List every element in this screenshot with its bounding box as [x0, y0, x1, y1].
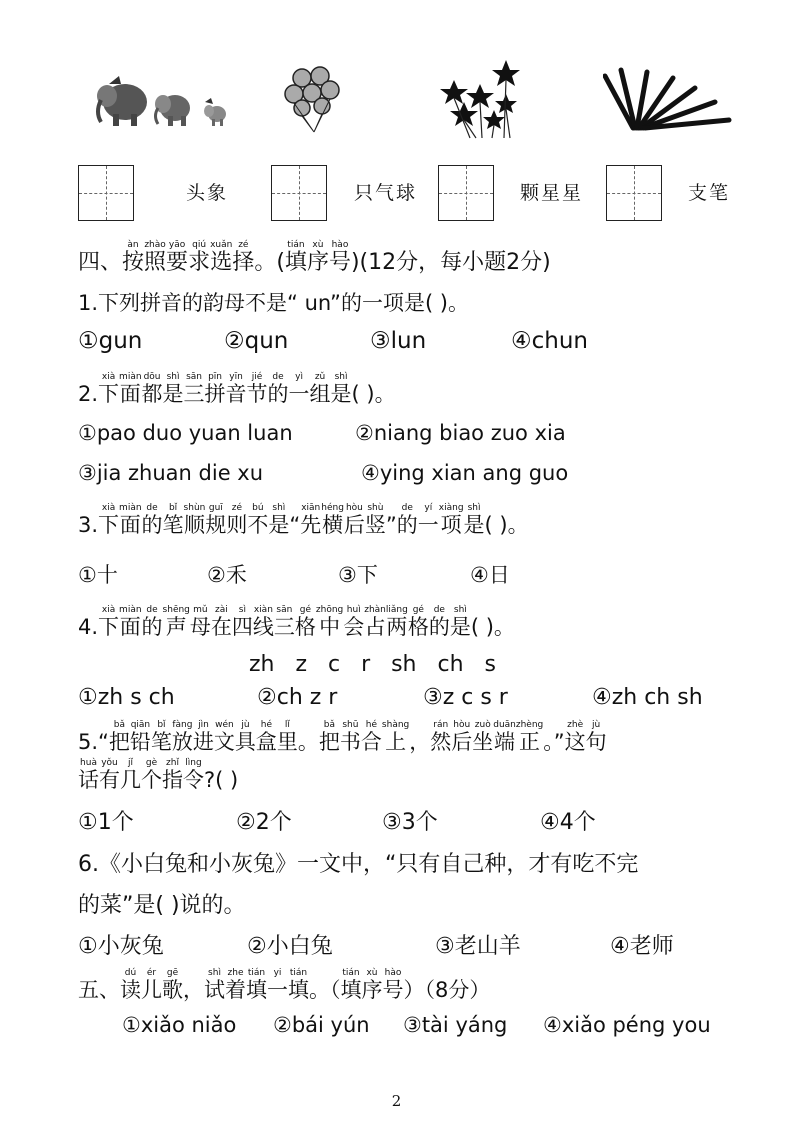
q6-option-1[interactable]: ①小灰兔	[78, 934, 164, 959]
pinyin-annotation: de	[141, 605, 163, 615]
ruby-char: 中zhōng	[315, 605, 344, 639]
pinyin-annotation: xù	[306, 240, 329, 250]
pinyin-annotation: ér	[141, 968, 162, 978]
ruby-char: 。（	[309, 978, 341, 1002]
pinyin-annotation: bǎ	[108, 720, 130, 730]
ruby-char: 号hào	[328, 240, 351, 275]
ruby-char: 照zhào	[144, 240, 167, 275]
ruby-char: 是shì	[268, 503, 290, 537]
ruby-char: 线xiàn	[252, 605, 274, 639]
ruby-char: ”	[385, 513, 397, 537]
ruby-char: 把bǎ	[318, 720, 340, 754]
pinyin-annotation: miàn	[119, 503, 142, 513]
pinyin-annotation: huà	[78, 758, 99, 768]
q3-option-2[interactable]: ②禾	[207, 563, 247, 587]
q1-option-1[interactable]: ①gun	[78, 328, 143, 354]
pinyin-annotation: hòu	[451, 720, 473, 730]
ruby-char: 拼pīn	[204, 372, 226, 406]
pinyin-annotation: fàng	[171, 720, 193, 730]
ruby-char: 面miàn	[119, 372, 142, 406]
q6-option-3[interactable]: ③老山羊	[435, 934, 521, 959]
pinyin-annotation: liǎng	[385, 605, 408, 615]
pinyin-annotation: hào	[328, 240, 351, 250]
q4-stem	[78, 605, 515, 641]
ruby-char: ( )。	[351, 382, 396, 406]
q5-option-2[interactable]: ②2个	[236, 810, 292, 835]
q5-option-1[interactable]: ①1个	[78, 810, 134, 835]
pinyin-annotation: shùn	[183, 503, 206, 513]
pinyin-annotation: yāo	[166, 240, 189, 250]
ruby-char: 一yì	[288, 372, 310, 406]
pinyin-annotation: zuò	[472, 720, 494, 730]
q4-option-3[interactable]: ③z c s r	[423, 685, 508, 710]
pinyin-annotation: zhǐ	[162, 758, 183, 768]
q2-option-3[interactable]: ③jia zhuan die xu	[78, 461, 264, 485]
ruby-char: 具jù	[234, 720, 256, 754]
q2-option-4[interactable]: ④ying xian ang guo	[361, 461, 569, 485]
ruby-char: 四、	[78, 250, 123, 275]
ruby-char: “	[289, 513, 301, 537]
pinyin-annotation: zhèng	[515, 720, 544, 730]
ruby-char: 令lìng	[183, 758, 204, 792]
ruby-char: 面miàn	[119, 605, 142, 639]
pinyin-annotation: miàn	[119, 605, 142, 615]
ruby-char: 母mǔ	[189, 605, 211, 639]
section5-title	[78, 968, 490, 1004]
s5-option-4: ④xiǎo péng you	[543, 1013, 711, 1037]
q1-option-2[interactable]: ②qun	[224, 328, 289, 354]
pinyin-annotation: de	[141, 503, 163, 513]
ruby-char: 里lǐ	[276, 720, 298, 754]
ruby-char: 上shàng	[381, 720, 410, 754]
pinyin-annotation: shì	[449, 605, 471, 615]
pinyin-annotation: bǎ	[318, 720, 340, 730]
ruby-char: 按àn	[122, 240, 145, 275]
pinyin-annotation: zhào	[144, 240, 167, 250]
ruby-char: 盒hé	[255, 720, 277, 754]
ruby-char: 的de	[267, 372, 289, 406]
pinyin-annotation: zé	[226, 503, 248, 513]
ruby-char: ?( )	[204, 768, 239, 792]
q3-option-3[interactable]: ③下	[338, 563, 378, 587]
s5-option-1: ①xiǎo niǎo	[122, 1013, 237, 1037]
ruby-char: 笔bǐ	[150, 720, 172, 754]
pinyin-annotation: jìn	[192, 720, 214, 730]
ruby-char: 合hé	[360, 720, 382, 754]
pinyin-annotation: xuǎn	[210, 240, 233, 250]
ruby-char: 在zài	[210, 605, 232, 639]
ruby-char: 下xià	[98, 605, 120, 639]
ruby-char: 会huì	[343, 605, 365, 639]
answer-box-4[interactable]	[606, 165, 662, 221]
ruby-char: 几jǐ	[120, 758, 141, 792]
pinyin-annotation: sān	[183, 372, 205, 382]
answer-box-1[interactable]	[78, 165, 134, 221]
ruby-char: 音yīn	[225, 372, 247, 406]
ruby-char: 规guī	[205, 503, 227, 537]
pinyin-annotation: zài	[210, 605, 232, 615]
pinyin-annotation: bǐ	[162, 503, 184, 513]
pinyin-annotation: gē	[162, 968, 183, 978]
s5-option-3: ③tài yáng	[403, 1013, 508, 1037]
balloons-illustration	[280, 66, 344, 134]
ruby-char: ，	[183, 978, 204, 1002]
pinyin-annotation: sì	[231, 605, 253, 615]
ruby-char: 横héng	[321, 503, 344, 537]
q4-letters: zh z c r sh ch s	[249, 652, 496, 677]
measure-word-1: 头象	[186, 182, 229, 204]
pinyin-annotation: xiàng	[438, 503, 464, 513]
pinyin-annotation: qiān	[129, 720, 151, 730]
pinyin-annotation: duān	[493, 720, 516, 730]
q4-option-2[interactable]: ②ch z r	[257, 685, 338, 710]
ruby-char: 5.“	[78, 730, 109, 754]
pinyin-annotation: guī	[205, 503, 227, 513]
pinyin-annotation: jù	[234, 720, 256, 730]
pinyin-annotation: yǒu	[99, 758, 120, 768]
ruby-char: 格gé	[294, 605, 316, 639]
pinyin-annotation: de	[428, 605, 450, 615]
ruby-char: 序xù	[306, 240, 329, 275]
q5-stem-line1	[78, 720, 607, 756]
ruby-char: 的de	[428, 605, 450, 639]
pinyin-annotation: huì	[343, 605, 365, 615]
q4-option-4[interactable]: ④zh ch sh	[592, 685, 703, 710]
q2-option-1[interactable]: ①pao duo yuan luan	[78, 421, 293, 445]
ruby-char: 占zhàn	[364, 605, 386, 639]
pinyin-annotation: zhe	[225, 968, 246, 978]
ruby-char: 则zé	[226, 503, 248, 537]
pinyin-annotation: dōu	[141, 372, 163, 382]
pinyin-annotation: sān	[273, 605, 295, 615]
ruby-char: 四sì	[231, 605, 253, 639]
ruby-char: 把bǎ	[108, 720, 130, 754]
pinyin-annotation: àn	[122, 240, 145, 250]
ruby-char: 试shì	[204, 968, 225, 1002]
ruby-char: 。”	[543, 730, 565, 754]
pinyin-annotation: zhè	[564, 720, 586, 730]
page-number: 2	[391, 1092, 402, 1110]
pinyin-annotation: héng	[321, 503, 344, 513]
pinyin-annotation: shū	[339, 720, 361, 730]
pinyin-annotation: xià	[98, 372, 120, 382]
ruby-char: 端duān	[493, 720, 516, 754]
ruby-char: 的de	[141, 605, 163, 639]
ruby-char: 三sān	[273, 605, 295, 639]
ruby-char: 。	[297, 730, 319, 754]
pinyin-annotation: bǐ	[150, 720, 172, 730]
ruby-char: 话huà	[78, 758, 99, 792]
pinyin-annotation: pīn	[204, 372, 226, 382]
pinyin-annotation: tián	[284, 240, 307, 250]
q5-option-3[interactable]: ③3个	[382, 810, 438, 835]
ruby-char: 填tián	[340, 968, 362, 1002]
pinyin-annotation: dú	[120, 968, 141, 978]
ruby-char: 五、	[78, 978, 120, 1002]
ruby-char: 是shì	[330, 372, 352, 406]
pinyin-annotation: zhōng	[315, 605, 344, 615]
pinyin-annotation: xiàn	[252, 605, 274, 615]
pinyin-annotation: xià	[98, 605, 120, 615]
pinyin-annotation: lǐ	[276, 720, 298, 730]
ruby-char: 顺shùn	[183, 503, 206, 537]
ruby-char: 序xù	[361, 968, 383, 1002]
ruby-char: 文wén	[213, 720, 235, 754]
ruby-char: )(12分，每小题2分)	[350, 250, 551, 275]
pens-illustration	[603, 66, 733, 134]
ruby-char: 正zhèng	[515, 720, 544, 754]
ruby-char: 三sān	[183, 372, 205, 406]
ruby-char: 后hòu	[451, 720, 473, 754]
ruby-char: 坐zuò	[472, 720, 494, 754]
s5-option-2: ②bái yún	[273, 1013, 370, 1037]
ruby-char: 笔bǐ	[162, 503, 184, 537]
pinyin-annotation: shì	[268, 503, 290, 513]
ruby-char: 着zhe	[225, 968, 246, 1002]
pinyin-annotation: miàn	[119, 372, 142, 382]
section4-title	[78, 240, 551, 276]
pinyin-annotation: qiú	[188, 240, 211, 250]
pinyin-annotation: tián	[246, 968, 267, 978]
ruby-char: 面miàn	[119, 503, 142, 537]
pinyin-annotation: xià	[98, 503, 120, 513]
ruby-char: 儿ér	[141, 968, 162, 1002]
measure-word-3: 颗星星	[520, 182, 584, 204]
pinyin-annotation: gè	[141, 758, 162, 768]
ruby-char: 格gé	[407, 605, 429, 639]
ruby-char: 后hòu	[343, 503, 365, 537]
ruby-char: 不bú	[247, 503, 269, 537]
answer-box-2[interactable]	[271, 165, 327, 221]
q1-stem: 1.下列拼音的韵母不是“ un”的一项是( )。	[78, 291, 470, 315]
ruby-char: 歌gē	[162, 968, 183, 1002]
pinyin-annotation: wén	[213, 720, 235, 730]
ruby-char: 然rán	[430, 720, 452, 754]
ruby-char: 进jìn	[192, 720, 214, 754]
pinyin-annotation: jǐ	[120, 758, 141, 768]
ruby-char: 的de	[396, 503, 418, 537]
ruby-char: 节jié	[246, 372, 268, 406]
pinyin-annotation: yīn	[225, 372, 247, 382]
pinyin-annotation: zǔ	[309, 372, 331, 382]
ruby-char: 两liǎng	[385, 605, 408, 639]
pinyin-annotation: hào	[382, 968, 404, 978]
q2-option-2[interactable]: ②niang biao zuo xia	[355, 421, 566, 445]
ruby-char: 铅qiān	[129, 720, 151, 754]
ruby-char: 下xià	[98, 503, 120, 537]
pinyin-annotation: tián	[288, 968, 309, 978]
ruby-char: ( )。	[484, 513, 529, 537]
pinyin-annotation: shì	[330, 372, 352, 382]
ruby-char: 填tián	[288, 968, 309, 1002]
pinyin-annotation: hòu	[343, 503, 365, 513]
pinyin-annotation: zé	[232, 240, 255, 250]
pinyin-annotation: shēng	[162, 605, 190, 615]
answer-box-3[interactable]	[438, 165, 494, 221]
ruby-char: 读dú	[120, 968, 141, 1002]
q5-stem-line2	[78, 758, 238, 794]
ruby-char: 一yí	[417, 503, 439, 537]
pinyin-annotation: hé	[255, 720, 277, 730]
pinyin-annotation: yì	[288, 372, 310, 382]
pinyin-annotation: zhàn	[364, 605, 386, 615]
ruby-char: 号hào	[382, 968, 404, 1002]
ruby-char: 竖shù	[364, 503, 386, 537]
ruby-char: 组zǔ	[309, 372, 331, 406]
ruby-char: 下xià	[98, 372, 120, 406]
q6-stem-line1: 6.《小白兔和小灰兔》一文中，“只有自己种，才有吃不完	[78, 852, 639, 877]
ruby-char: 有yǒu	[99, 758, 120, 792]
ruby-char: 都dōu	[141, 372, 163, 406]
ruby-char: 先xiān	[300, 503, 322, 537]
pinyin-annotation: xiān	[300, 503, 322, 513]
ruby-char: 求qiú	[188, 240, 211, 275]
ruby-char: ( )。	[470, 615, 515, 639]
q6-stem-line2: 的菜”是( )说的。	[78, 893, 246, 918]
q6-option-4[interactable]: ④老师	[610, 934, 674, 959]
ruby-char: 放fàng	[171, 720, 193, 754]
pinyin-annotation: jù	[585, 720, 607, 730]
pinyin-annotation: de	[267, 372, 289, 382]
ruby-char: 这zhè	[564, 720, 586, 754]
ruby-char: 是shì	[162, 372, 184, 406]
pinyin-annotation: shì	[463, 503, 485, 513]
q2-stem	[78, 372, 396, 408]
q1-option-4[interactable]: ④chun	[511, 328, 588, 354]
ruby-char: 的de	[141, 503, 163, 537]
ruby-char: 择zé	[232, 240, 255, 275]
ruby-char: 3.	[78, 513, 99, 537]
q1-option-3[interactable]: ③lun	[370, 328, 427, 354]
pinyin-annotation: shì	[204, 968, 225, 978]
q3-option-4[interactable]: ④日	[470, 563, 510, 587]
pinyin-annotation: tián	[340, 968, 362, 978]
ruby-char: 选xuǎn	[210, 240, 233, 275]
pinyin-annotation: gé	[294, 605, 316, 615]
pinyin-annotation: shì	[162, 372, 184, 382]
pinyin-annotation: bú	[247, 503, 269, 513]
ruby-char: 个gè	[141, 758, 162, 792]
ruby-char: 指zhǐ	[162, 758, 183, 792]
pinyin-annotation: lìng	[183, 758, 204, 768]
ruby-char: 。(	[254, 250, 285, 275]
pinyin-annotation: shàng	[381, 720, 410, 730]
stars-illustration	[440, 58, 530, 142]
ruby-char: 填tián	[284, 240, 307, 275]
ruby-char: 4.	[78, 615, 99, 639]
ruby-char: 书shū	[339, 720, 361, 754]
pinyin-annotation: gé	[407, 605, 429, 615]
ruby-char: ）（8分）	[403, 978, 491, 1002]
pinyin-annotation: shù	[364, 503, 386, 513]
measure-word-4: 支笔	[688, 182, 731, 204]
ruby-char: 声shēng	[162, 605, 190, 639]
pinyin-annotation: yí	[417, 503, 439, 513]
ruby-char: 2.	[78, 382, 99, 406]
pinyin-annotation: yi	[267, 968, 288, 978]
pinyin-annotation: mǔ	[189, 605, 211, 615]
ruby-char: 是shì	[463, 503, 485, 537]
pinyin-annotation: xù	[361, 968, 383, 978]
ruby-char: 一yi	[267, 968, 288, 1002]
q6-option-2[interactable]: ②小白兔	[247, 934, 333, 959]
q5-option-4[interactable]: ④4个	[540, 810, 596, 835]
measure-word-2: 只气球	[354, 182, 418, 204]
ruby-char: 是shì	[449, 605, 471, 639]
ruby-char: 填tián	[246, 968, 267, 1002]
elephants-illustration	[95, 72, 235, 130]
pinyin-annotation: jié	[246, 372, 268, 382]
ruby-char: 句jù	[585, 720, 607, 754]
q4-option-1[interactable]: ①zh s ch	[78, 685, 175, 710]
ruby-char: 要yāo	[166, 240, 189, 275]
ruby-char: ，	[409, 730, 431, 754]
pinyin-annotation: de	[396, 503, 418, 513]
q3-option-1[interactable]: ①十	[78, 563, 118, 587]
pinyin-annotation: hé	[360, 720, 382, 730]
ruby-char: 项xiàng	[438, 503, 464, 537]
pinyin-annotation: rán	[430, 720, 452, 730]
q3-stem	[78, 503, 529, 539]
